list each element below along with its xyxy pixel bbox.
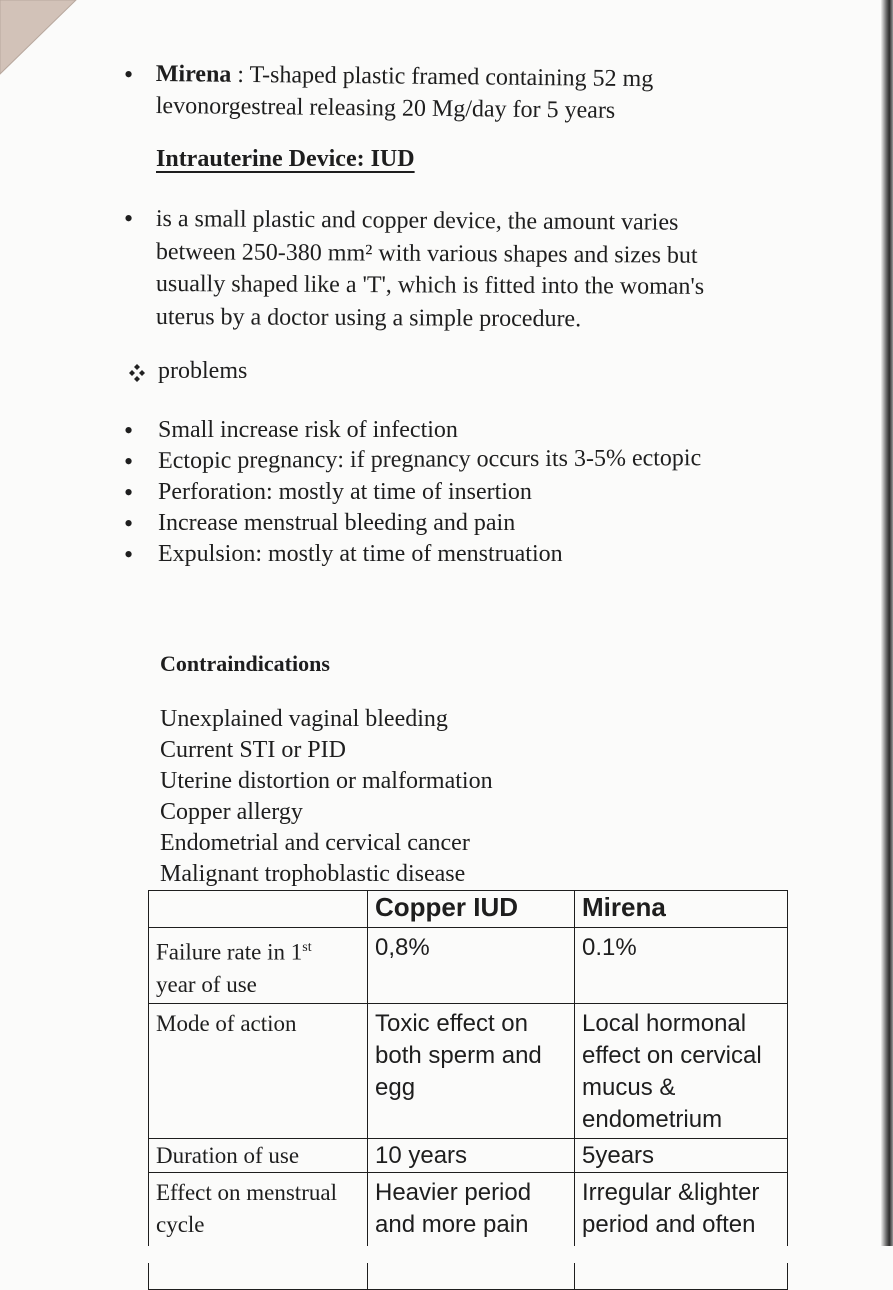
page-edge-shadow — [881, 0, 893, 1263]
mirena-intro-line2: levonorgestreal releasing 20 Mg/day for 5 years — [155, 92, 616, 124]
copper-value: Heavier period and more pain — [368, 1172, 575, 1289]
copper-value: 10 years — [368, 1138, 575, 1172]
bullet-icon: • — [124, 204, 134, 233]
bullet-icon: • — [124, 60, 134, 89]
iud-description-line: usually shaped like a 'T', which is fitted into the woman's — [155, 270, 705, 300]
copper-value: Toxic effect on both sperm and egg — [368, 1003, 575, 1138]
list-item: Endometrial and cervical cancer — [160, 830, 470, 856]
problem-item: Perforation: mostly at time of insertion — [158, 479, 532, 505]
problem-item: Small increase risk of infection — [158, 417, 458, 443]
table-row — [149, 1172, 788, 1289]
list-item: Malignant trophoblastic disease — [160, 861, 466, 887]
row-label: Duration of use — [149, 1138, 368, 1172]
list-item: Current STI or PID — [160, 737, 346, 763]
list-item: Copper allergy — [160, 799, 303, 825]
bullet-icon: • — [124, 478, 134, 507]
mirena-intro-line1: Mirena : T-shaped plastic framed containing 52 mg — [155, 60, 654, 93]
iud-description-line: is a small plastic and copper device, the amount varies — [155, 205, 679, 236]
mirena-value: 0.1% — [575, 928, 788, 1004]
iud-description-line: uterus by a doctor using a simple procedure. — [155, 303, 582, 333]
contraindications-heading: Contraindications — [160, 651, 330, 676]
paper-corner-shadow — [0, 0, 80, 80]
problem-item: Ectopic pregnancy: if pregnancy occurs its 3-5% ectopic — [158, 445, 702, 474]
table-header-row — [149, 891, 788, 928]
page-cutoff — [0, 1246, 893, 1263]
problem-item: Expulsion: mostly at time of menstruation — [158, 541, 563, 567]
table-row — [149, 1138, 788, 1172]
mirena-value: 5years — [575, 1138, 788, 1172]
section-title-iud: Intrauterine Device: IUD — [156, 146, 415, 172]
bullet-icon: • — [124, 509, 134, 538]
copper-value: 0,8% — [368, 928, 575, 1004]
problem-item: Increase menstrual bleeding and pain — [158, 510, 516, 536]
table-row — [149, 928, 788, 1004]
bullet-icon: • — [124, 540, 134, 569]
list-item: Unexplained vaginal bleeding — [160, 706, 448, 732]
iud-description-line: between 250-380 mm² with various shapes and sizes but — [155, 238, 698, 269]
table-header-cell: Copper IUD — [368, 891, 575, 928]
problems-label: problems — [158, 358, 248, 384]
bullet-icon: • — [124, 447, 134, 476]
mirena-value: Local hormonal effect on cervical mucus & endometrium — [575, 1003, 788, 1138]
row-label: Effect on menstrual cycle — [149, 1172, 368, 1289]
table-header-cell: Mirena — [575, 891, 788, 928]
table-header-cell — [149, 891, 368, 928]
contraindications-list — [160, 704, 493, 890]
list-item: Uterine distortion or malformation — [160, 768, 493, 794]
bullet-icon: • — [124, 416, 134, 445]
comparison-table — [148, 890, 788, 1290]
row-label: Mode of action — [149, 1003, 368, 1138]
row-label: Failure rate in 1st year of use — [149, 928, 368, 1004]
four-diamond-icon — [126, 362, 148, 384]
mirena-value: Irregular &lighter period and often — [575, 1172, 788, 1289]
table-row — [149, 1003, 788, 1138]
